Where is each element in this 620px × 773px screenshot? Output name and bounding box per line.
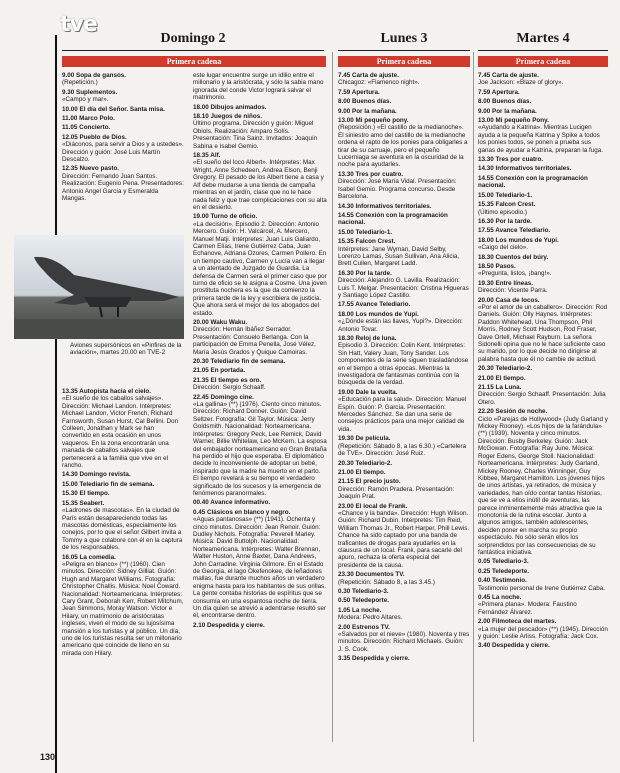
program-entry — [338, 624, 470, 654]
program-description: Testimonio personal de Irene Gutiérrez Caba. — [478, 584, 606, 592]
schedule-column-domingo-b — [193, 72, 327, 752]
program-title: 20.30 Telediario-2. — [338, 459, 393, 467]
program-entry — [478, 72, 608, 87]
program-description: «Chance y la banda». Dirección: Hugh Wilson. Guión: Richard Dubin. Intérpretes: Tim Reid, William Thomas Jr., Robert Harper, Phill Lewis. Chance ha sido captado por una banda de traficantes de drogas para ayudarles en la clausura de un local. Frank, para sacarle del apuro, rechaza la oferta especial del presidente de la causa. — [338, 509, 470, 569]
concorde-photo — [14, 235, 184, 339]
program-entry — [478, 558, 608, 565]
day-header-martes: Martes 4 — [478, 28, 608, 51]
column-divider — [332, 52, 333, 742]
program-entry — [62, 471, 184, 478]
program-entry — [478, 365, 608, 372]
program-title: 9.00 Sopa de gansos. — [62, 72, 127, 79]
program-description: Dirección: Hernán Ibáñez Serrador. Presentación: Consuelo Berlanga. Con la participación de Emma Penella, José Vélez, María Jesús Grados y Quique Camoiras. — [193, 326, 316, 356]
program-entry — [62, 72, 184, 87]
program-title: 10.00 El día del Señor. Santa misa. — [62, 105, 165, 113]
program-title: 14.55 Conexión con la programación nacional. — [478, 174, 588, 190]
program-title: 0.30 Telediario-3. — [338, 588, 389, 595]
program-entry — [338, 203, 470, 210]
program-description: Dirección: Fernando Juan Santos. Realización: Eugenio Pena. Presentadores: Antonio Angel García y Esmeralda Mangas. — [62, 172, 184, 203]
column-divider — [473, 52, 474, 742]
program-description: Joe Jackson: «Blaze of glory». — [478, 79, 564, 87]
program-title: 20.30 Telediario-2. — [478, 365, 533, 373]
program-title: 21.05 En portada. — [193, 367, 246, 375]
program-description: Dirección: Alejandro G. Lavilla. Realización: Luis T. Melgar. Presentación: Cristina Higueras y Santiago López Castillo. — [338, 277, 469, 299]
program-title: 15.00 Telediario-1. — [338, 228, 393, 236]
program-title: 12.05 Pueblo de Dios. — [62, 133, 127, 141]
program-title: 13.30 Tres por cuatro. — [338, 170, 404, 178]
program-entry — [478, 384, 608, 406]
program-description: Dirección: Ramón Pradera. Presentación: Joaquín Prat. — [338, 485, 455, 501]
program-title: 9.00 Por la mañana. — [478, 107, 537, 115]
program-entry — [338, 238, 470, 268]
program-entry — [193, 72, 327, 102]
program-description: «Caigo del cielo». — [478, 244, 529, 252]
program-title: 18.10 Juegos de niños. — [193, 113, 262, 121]
program-title: 18.00 Los mundos de Yupi. — [478, 236, 559, 244]
program-title: 20.00 Casa de locos. — [478, 296, 540, 304]
concorde-aircraft-icon — [14, 235, 184, 339]
program-description: «Primera plana». Modera: Faustino Fernández Álvarez. — [478, 601, 577, 616]
program-description: Intérpretes: Jane Wyman, David Selby, Lorenzo Lamas, Susan Sullivan, Ana Alicia, Brett Cullen, Margaret Ladd. — [338, 245, 460, 268]
program-title: 19.00 Turno de oficio. — [193, 213, 258, 221]
program-description: Chicagoz: «Flamenco night». — [338, 79, 420, 87]
program-title: 18.00 Dibujos animados. — [193, 103, 267, 111]
program-entry — [478, 192, 608, 199]
program-entry — [478, 227, 608, 234]
program-description: «¿Dónde están las llaves, Yupi?». Dirección: Antonio Tovar. — [338, 318, 463, 333]
program-entry — [478, 297, 608, 364]
program-title: 15.00 Telediario fin de semana. — [62, 480, 155, 488]
program-entry — [338, 469, 470, 476]
program-description: «La gallina» (**) (1976). Ciento cinco minutos. Dirección: Richard Donner. Guión: David Seltzer. Fotografía: Gil Taylor. Música: Jerry Goldsmith. Nacionalidad: Norteamericana. Intérpretes: Gregory Peck, Lee Remick, David Warner, Billie Whitelaw, Leo McKern. La esposa del embajador norteamericano en Gran Bretaña ha perdido el hijo que esperaba. El diplomático decide lo inconveniente de adoptar un bebé, inspirado que la madre ha muerto en el parto. El tiempo revelará a su tiempo el verdadero significado de los sucesos y la emergencia de fenómenos paranormales. — [193, 401, 327, 497]
channel-banner-lunes: Primera cadena — [338, 56, 470, 67]
day-header-domingo: Domingo 2 — [62, 28, 324, 51]
program-entry — [62, 500, 184, 552]
program-title: 15.35 Falcon Crest. — [338, 238, 396, 246]
program-entry — [62, 490, 184, 497]
program-entry — [478, 594, 608, 616]
program-title: 3.35 Despedida y cierre. — [338, 655, 410, 663]
program-title: 21.35 El tiempo es oro. — [193, 376, 262, 384]
program-entry — [338, 212, 470, 227]
program-entry — [193, 152, 327, 211]
program-entry — [338, 301, 470, 308]
program-title: 16.30 Por la tarde. — [338, 269, 392, 277]
program-entry — [478, 98, 608, 105]
program-entry — [193, 213, 327, 317]
program-entry — [478, 201, 608, 216]
program-entry — [193, 509, 327, 620]
program-description: «Educación para la salud». Dirección: Manuel Espín. Guión: P. García. Presentación: Mercedes Sánchez. Se dan una serie de consejos prácticos para una mejor calidad de vida. — [338, 396, 467, 433]
program-entry — [478, 618, 608, 640]
program-description: (Repetición: Sábado 8, a las 6.30.) «Cartelera de TVE». Dirección: José Ruiz. — [338, 442, 467, 458]
program-title: 3.40 Despedida y cierre. — [478, 642, 550, 650]
program-entry — [338, 503, 470, 570]
program-entry — [478, 218, 608, 225]
program-entry — [338, 270, 470, 300]
program-title: 0.40 Testimonio. — [478, 577, 527, 585]
program-entry — [338, 655, 470, 662]
program-title: 0.25 Teledeporte. — [478, 567, 529, 575]
program-description: (Repetición: Sábado 8, a las 3.45.) — [338, 578, 435, 586]
program-description: Dirección: Vicente Parra. — [478, 287, 548, 295]
program-description: Dirección: Sergio Schaaff. — [193, 384, 266, 392]
program-entry — [478, 237, 608, 252]
program-description: «Aguas pantanosas» (**) (1941). Ochenta y cinco minutos. Dirección: Jean Renoir. Guión: Dudley Nichols. Fotografía: Peverell Marley. Música: David Buttolph. Nacionalidad: Norteamericana. Intérpretes: Walter Brennan, Walter Huston, Anne Baxter, Dana Andrews, John Carradine. Virginia Gilmore. En el Estado de Georgia, el lago Okefenokee, de leñadores mallas, fue durante muchos años un verdadero enigma hasta para los habitantes de sus orillas. La gente contaba historias de espíritus que se consumía en una espantosa noche de tierra. Un día quien se atrevió a adentrarse resultó ser él, encontrarse dentro. — [193, 516, 327, 620]
program-entry — [193, 622, 327, 629]
program-entry — [338, 335, 470, 387]
program-title: 00.40 Avance informativo. — [193, 499, 271, 507]
program-entry — [62, 481, 184, 488]
program-entry — [338, 98, 470, 105]
program-entry — [478, 408, 608, 556]
program-title: 7.45 Carta de ajuste. — [478, 72, 539, 79]
program-description: Dirección: Sergio Schaaff. Presentación: Julia Otero. — [478, 391, 606, 406]
program-entry — [478, 156, 608, 163]
program-title: 9.30 Suplementos. — [62, 88, 118, 96]
program-entry — [338, 597, 470, 604]
program-title: 15.00 Telediario-1. — [478, 191, 533, 199]
program-description: este lugar encuentre surge un idilio entre el millonario y la aristócrata, y sólo la sabia mano ignorada del conde Victor logrará salvar el matrimonio. — [193, 72, 324, 102]
tve-logo: tve — [60, 12, 97, 37]
program-entry — [193, 377, 327, 392]
program-entry — [478, 375, 608, 382]
program-title: 22.45 Domingo cine. — [193, 393, 254, 401]
program-title: 15.30 El tiempo. — [62, 490, 110, 498]
program-title: 0.45 La noche. — [478, 594, 522, 601]
program-entry — [478, 577, 608, 592]
program-entry — [478, 568, 608, 575]
program-entry — [338, 389, 470, 433]
program-title: 9.00 Por la mañana. — [338, 107, 397, 115]
photo-caption: Aviones supersónicos en «Pinfires de la aviación», martes 20.00 en TVE-2 — [70, 342, 182, 357]
program-title: 8.00 Buenos días. — [338, 98, 392, 106]
day-header-lunes: Lunes 3 — [338, 28, 470, 51]
program-entry — [193, 499, 327, 506]
program-entry — [478, 280, 608, 295]
program-entry — [338, 588, 470, 595]
program-title: 19.00 Dale la vuelta. — [338, 388, 398, 396]
program-title: 18.30 Cuentos del búry. — [478, 253, 549, 261]
program-description: Dirección: José María Vidal. Presentación: Isabel Gemio. Programa concurso. Desde Barcelona. — [338, 178, 457, 201]
program-entry — [193, 394, 327, 498]
program-description: «Por el amor de un caballero». Dirección: Rod Daniels. Guión: Olly Haynes. Intérpretes: Paddon Whitehead, Una Thompson, Phil Morris, Rodney Scott Hudson, Rod Fraser, Dave Ortell, Michael Rayburn. La señora Sidonelli opina que no le hace suficiente caso su marido, por lo que decide no dirigirse al palabra hasta que él no cambie de actitud. — [478, 303, 608, 363]
program-title: 11.00 Marco Polo. — [62, 115, 115, 123]
program-entry — [193, 367, 327, 374]
program-entry — [62, 124, 184, 131]
program-description: «Diáconos, para servir a Dios y a ustedes». Dirección y guión: José Luis Martín Descalzo. — [62, 141, 184, 164]
program-title: 21.15 La Luna. — [478, 384, 522, 392]
program-title: 7.59 Apertura. — [478, 88, 520, 96]
schedule-column-domingo-a — [62, 72, 184, 232]
program-title: 2.10 Despedida y cierre. — [193, 621, 265, 629]
program-title: 7.45 Carta de ajuste. — [338, 72, 399, 79]
program-title: 15.35 Falcon Crest. — [478, 201, 536, 209]
program-title: 23.00 El local de Frank. — [338, 502, 408, 510]
program-entry — [62, 106, 184, 113]
program-title: 20.00 Waku Waku. — [193, 319, 248, 326]
program-title: 0.50 Teledeporte. — [338, 597, 389, 605]
program-title: 11.05 Concierto. — [62, 124, 111, 132]
program-description: «La mujer del pescador» (**) (1945). Dirección y guión: Leslie Arliss. Fotografía: Jack Cox. — [478, 625, 608, 641]
program-title: 18.50 Pasos. — [478, 262, 516, 270]
program-entry — [338, 311, 470, 333]
program-description: «Ladrones de mascotas». En la ciudad de París están desapareciendo todas las mascotas domésticas, especialmente los conejos, por lo que el señor Gilbert invita a Tommy a que colabore con él en la captura de los responsables. — [62, 507, 183, 552]
program-entry — [478, 117, 608, 154]
program-title: 14.30 Domingo revista. — [62, 471, 131, 479]
program-entry — [62, 134, 184, 164]
program-description: Modera: Pedro Altares. — [338, 614, 403, 622]
program-entry — [338, 478, 470, 500]
program-title: 15.35 Seabert. — [62, 499, 105, 507]
program-title: 2.00 Filmoteca del martes. — [478, 618, 557, 626]
schedule-column-domingo-a-lower — [62, 388, 184, 750]
program-description: «Ayudando a Katrina». Mientras Lucigen ayuda a la pequeña Katrina y Spike a todos los ponies todos, se ponen a prueba sus ganas de ayudar a Katrina, preparan la fuga. — [478, 124, 603, 154]
program-entry — [193, 113, 327, 150]
program-title: 18.00 Los mundos de Yupi. — [338, 310, 419, 318]
program-entry — [338, 435, 470, 457]
schedule-column-martes — [478, 72, 608, 752]
channel-banner-domingo: Primera cadena — [62, 56, 326, 67]
program-description: «Pregunta, listos, ¡bang!». — [478, 270, 552, 278]
program-title: 2.00 Estrenos TV. — [338, 623, 390, 631]
program-description: «El sueño del loco Albert». Intérpretes: Max Wright, Anne Schedeen, Andrea Elson, Benji Gregory. El pesado de los Albert tiene a casa y Alf debe mudarse a una tienda de campaña mientras en el jardín, clase que no le hace nada feliz y que trae complicaciones con su alta en el desierto. — [193, 159, 327, 211]
program-description: (Reposición.) «El castillo de la medianoche». El siniestro amo del castillo de la medianoche ordena el rapto de los ponies para obligarles a tirar de su carruaje, pero el pequeño Lucerniaga se aventura en la oscuridad de la noche para ayudarles. — [338, 124, 468, 169]
program-entry — [338, 117, 470, 169]
program-title: 12.35 Nuevo pasto. — [62, 165, 120, 173]
program-title: 0.05 Telediario-3. — [478, 558, 529, 566]
program-description: Ciclo «Parejas de Hollywood» (Judy Garland y Mickey Rooney). «Los hijos de la farándula» (**) (1939). Noventa y cinco minutos. Dirección: Busby Berkeley. Guión: Jack McGowan. Fotografía: Ray June. Música: Roger Edens, George Stoll. Nacionalidad: Norteamericana. Intérpretes: Judy Garland, Mickey Rooney, Charles Winninger, Guy Kibbee, Margaret Hamilton. Los jóvenes hijos de unos artistas, ya retirados, de música y variedades, han oído contar tantas historias, que se ve a ellos inútil de aventuras, las parece inminentemente más atractiva que la monotonía de la rutina escolar. Junto a algunos amigos, también adolescentes, deciden poner en marcha su propio espectáculo. No sólo serán ellos los sorprendidos por las consecuencias de su fantástica iniciativa. — [478, 415, 608, 556]
program-entry — [338, 571, 470, 586]
program-entry — [338, 607, 470, 622]
program-title: 16.05 La comedia. — [62, 553, 116, 561]
program-title: 14.30 Informativos territoriales. — [338, 202, 432, 210]
program-title: 16.30 Por la tarde. — [478, 217, 532, 225]
program-title: 21.00 El tiempo. — [338, 468, 386, 476]
program-title: 19.30 De película. — [338, 435, 391, 443]
program-entry — [478, 254, 608, 261]
program-title: 0.45 Clásicos en blanco y negro. — [193, 508, 291, 516]
program-title: 14.30 Informativos territoriales. — [478, 165, 572, 173]
program-entry — [338, 108, 470, 115]
program-entry — [62, 115, 184, 122]
program-title: 7.59 Apertura. — [338, 88, 380, 96]
program-title: 13.35 Autopista hacia el cielo. — [62, 388, 152, 395]
program-entry — [338, 89, 470, 96]
page-number: 130 — [40, 752, 56, 762]
program-title: 23.30 Documentos TV. — [338, 571, 405, 579]
program-title: 8.00 Buenos días. — [478, 98, 532, 106]
program-title: 21.15 El precio justo. — [338, 478, 401, 486]
program-description: Último programa. Dirección y guión: Miguel Obiols. Realización: Amparo Solís. Presentación: Tina Sainz. Invitados: Joaquín Sabina e Isabel Gemio. — [193, 120, 318, 150]
left-margin-rule — [55, 35, 57, 773]
program-entry — [478, 263, 608, 278]
program-title: 19.30 Entre líneas. — [478, 279, 533, 287]
schedule-column-lunes — [338, 72, 470, 752]
program-entry — [338, 72, 470, 87]
program-entry — [62, 554, 184, 658]
program-description: «Peligra en blanco» (**) (1960). Cien minutos. Dirección: Sidney Gilliat. Guión: Hugh and Margaret Williams. Fotografía: Christopher Challis. Música: Noel Coward. Nacionalidad: Norteamericana. Intérpretes: Cary Grant, Deborah Kerr, Robert Mitchum, Jean Simmons, Moray Watson. Victor e Hilary, un matrimonio de aristócratas ingleses, viven el modo de su lujosísima mansión a los turistas y al público. Un día, uno de los turistas resulta ser un millonario americano que coincide de lleno en su mirada con Hilary. — [62, 560, 184, 657]
program-entry — [478, 175, 608, 190]
program-description: «El sueño de los caballos salvajes». Dirección: Michael Landon. Intérpretes: Michael Landon, Victor French, Richard Farnsworth, Susan Hurst, Cal Bellini. Don Colleen, Jonathan y Mark se han convertido en esta ocasión en unos vaqueros. En la zona encontrarán una manada de caballos salvajes que pertenecerá a la familia que vive en el rancho. — [62, 395, 179, 470]
program-entry — [62, 165, 184, 202]
program-description: (Repetición.) — [62, 79, 98, 87]
program-entry — [478, 89, 608, 96]
program-title: 13.30 Tres por cuatro. — [478, 156, 544, 164]
program-description: (Último episodio.) — [478, 208, 527, 216]
program-entry — [62, 388, 184, 469]
program-title: 14.55 Conexión con la programación nacional. — [338, 211, 448, 227]
program-description: «La decisión». Episodio 2. Dirección: Antonio Mercero. Guión: H. Valcárcel, A. Mercero, Manuel Matji. Intérpretes: Juan Luis Galiardo, Carmen Elías, Irene Gutiérrez Caba, Juan Echanove, Adriana Ozores, Carmen Pollero. En un tiempo cautivo, Carmen y Lucía van a llegar a un atentado de Juzgado de Guardia. La defensa de Carmen será el primer caso que por turno de oficio se le asigna a Cosme. Una joven prostituta nochera es la que da comienzo la primera tarde de la ley y escribiera de justicia. Que ahora será el mejor de los abogados del estado. — [193, 220, 327, 317]
program-entry — [193, 358, 327, 365]
program-entry — [338, 171, 470, 201]
program-entry — [338, 229, 470, 236]
program-title: 1.05 La noche. — [338, 606, 382, 614]
program-entry — [193, 104, 327, 111]
program-entry — [193, 319, 327, 356]
program-title: 18.30 Reloj de luna. — [338, 335, 397, 342]
program-entry — [338, 460, 470, 467]
program-title: 18.35 Alf. — [193, 152, 221, 160]
program-entry — [478, 642, 608, 649]
program-title: 20.30 Telediario fin de semana. — [193, 358, 286, 366]
program-entry — [62, 89, 184, 104]
program-title: 17.55 Avance Telediario. — [478, 227, 551, 235]
program-title: 22.20 Sesión de noche. — [478, 408, 548, 416]
program-description: «Salvados por el nieve» (1980). Noventa y tres minutos. Dirección: Richard Michaels. Guión: J. S. Cook. — [338, 631, 470, 653]
program-title: 13.00 Mi pequeño Pony. — [478, 117, 549, 125]
program-entry — [478, 165, 608, 172]
program-description: «Campo y mar». — [62, 96, 109, 104]
program-title: 21.00 El tiempo. — [478, 374, 526, 382]
program-title: 17.55 Avance Telediario. — [338, 301, 411, 309]
program-title: 13.00 Mi pequeño pony. — [338, 117, 409, 125]
channel-banner-martes: Primera cadena — [478, 56, 608, 67]
program-entry — [478, 108, 608, 115]
program-description: Episodio 3. Dirección: Colin Kent. Intérpretes: Sin Hatt, Valery Juan, Tony Sander. Los componentes de la serie siguen trasladándose en el tiempo a otras épocas. Mientras la investigadora de fantasmas continúa con la búsqueda de la verdad. — [338, 342, 469, 387]
